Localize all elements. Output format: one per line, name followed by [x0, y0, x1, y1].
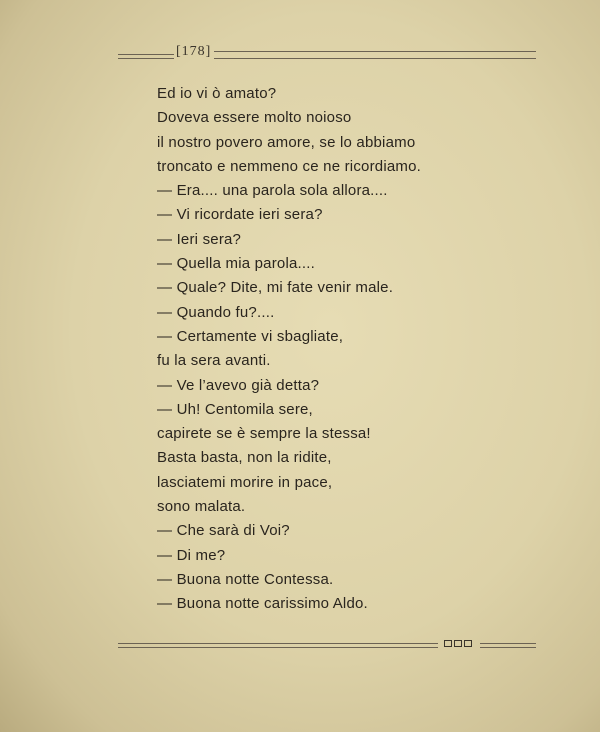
text-line: — Quando fu?....	[157, 303, 275, 321]
footer-rule	[118, 643, 438, 648]
text-line: — Di me?	[157, 546, 226, 564]
text-line: lasciatemi morire in pace,	[157, 473, 333, 491]
text-line: — Buona notte carissimo Aldo.	[157, 595, 368, 613]
text-line: — Vi ricordate ieri sera?	[157, 206, 323, 224]
text-line: Doveva essere molto noioso	[157, 109, 352, 127]
text-line: sono malata.	[157, 498, 246, 516]
page-number: [178]	[176, 44, 212, 59]
text-line: il nostro povero amore, se lo abbiamo	[157, 133, 416, 151]
page-footer	[118, 640, 536, 654]
text-line: troncato e nemmeno ce ne ricordiamo.	[157, 157, 421, 175]
text-line: — Certamente vi sbagliate,	[157, 327, 344, 345]
poem-text	[157, 82, 497, 617]
text-line: — Quella mia parola....	[157, 255, 315, 273]
text-line: — Ve l’avevo già detta?	[157, 376, 320, 394]
text-line: — Era.... una parola sola allora....	[157, 182, 388, 200]
header-rule-left	[118, 54, 174, 59]
text-line: — Buona notte Contessa.	[157, 570, 334, 588]
footer-ornament-icon	[444, 640, 472, 647]
text-line: fu la sera avanti.	[157, 352, 271, 370]
text-line: — Che sarà di Voi?	[157, 522, 290, 540]
text-line: Basta basta, non la ridite,	[157, 449, 332, 467]
page-header	[118, 44, 536, 68]
header-rule-right	[214, 51, 536, 59]
text-line: — Quale? Dite, mi fate venir male.	[157, 279, 394, 297]
text-line: capirete se è sempre la stessa!	[157, 425, 371, 443]
text-line: — Ieri sera?	[157, 230, 242, 248]
text-line: — Uh! Centomila sere,	[157, 400, 313, 418]
text-line: Ed io vi ò amato?	[157, 85, 277, 102]
footer-rule-end	[480, 643, 536, 648]
